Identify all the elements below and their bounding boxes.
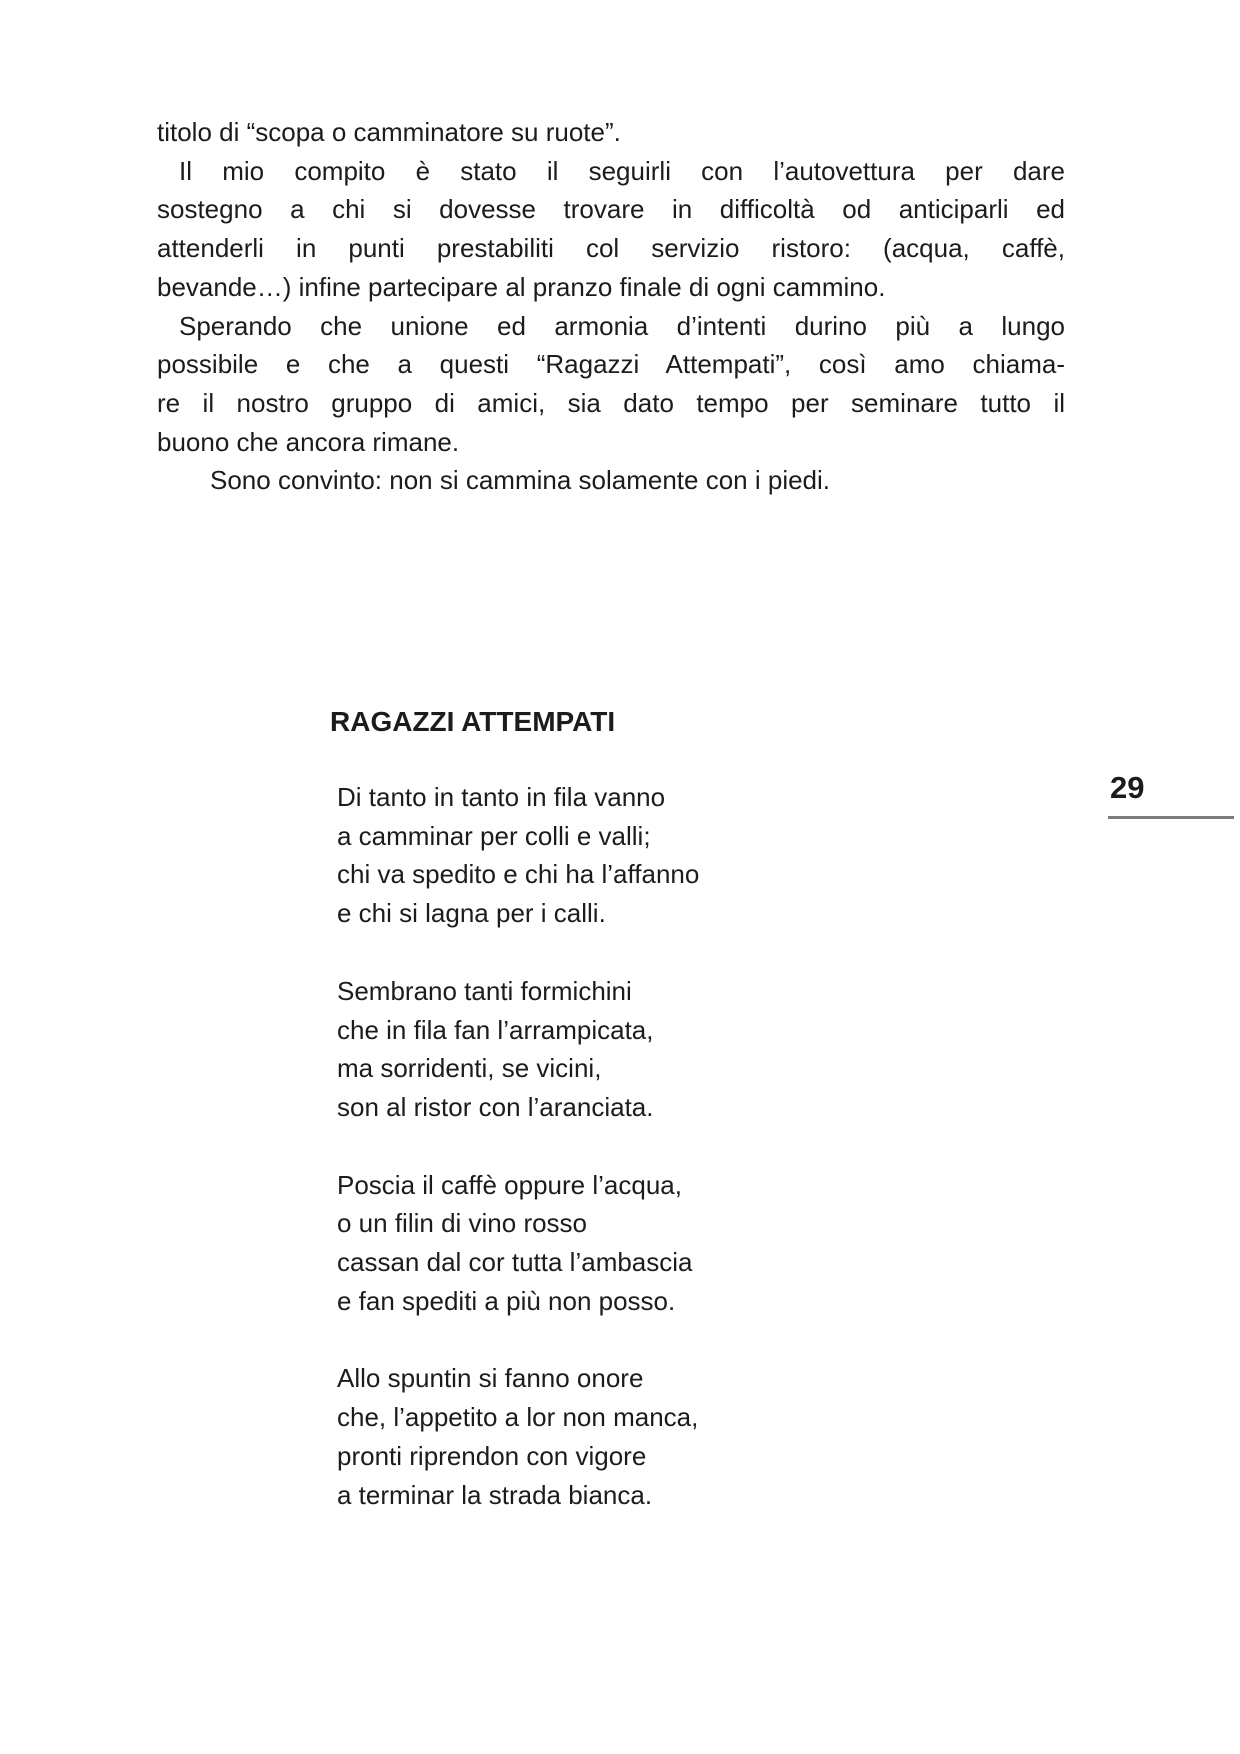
prose-block [157, 113, 1065, 500]
prose-line: Sperando che unione ed armonia d’intenti durino più a lungo [179, 310, 1065, 341]
poem-line: e fan spediti a più non posso. [337, 1285, 676, 1316]
poem-line: e chi si lagna per i calli. [337, 898, 606, 929]
prose-line: possibile e che a questi “Ragazzi Attempati”, così amo chiama- [157, 349, 1065, 380]
poem-line: Sembrano tanti formichini [337, 975, 632, 1006]
prose-line: re il nostro gruppo di amici, sia dato tempo per seminare tutto il [157, 387, 1065, 418]
prose-line: Sono convinto: non si cammina solamente con i piedi. [210, 465, 831, 496]
poem-stanza [337, 972, 699, 1127]
poem-line: Poscia il caffè oppure l’acqua, [337, 1169, 682, 1200]
poem-line: cassan dal cor tutta l’ambascia [337, 1247, 693, 1278]
poem-line: che in fila fan l’arrampicata, [337, 1014, 654, 1045]
poem-line: pronti riprendon con vigore [337, 1440, 647, 1471]
poem-line: che, l’appetito a lor non manca, [337, 1402, 699, 1433]
poem-line: ma sorridenti, se vicini, [337, 1053, 602, 1084]
prose-line: Il mio compito è stato il seguirli con l’autovettura per dare [179, 155, 1065, 186]
poem-line: son al ristor con l’aranciata. [337, 1091, 654, 1122]
page-number: 29 [1110, 770, 1145, 805]
poem-stanza [337, 778, 699, 933]
poem-block [337, 778, 699, 1553]
poem-title: RAGAZZI ATTEMPATI [330, 706, 616, 737]
poem-line: Di tanto in tanto in fila vanno [337, 782, 666, 812]
poem-line: a terminar la strada bianca. [337, 1479, 653, 1510]
prose-line: sostegno a chi si dovesse trovare in difficoltà od anticiparli ed [157, 194, 1065, 225]
prose-line: buono che ancora rimane. [157, 426, 460, 457]
poem-line: chi va spedito e chi ha l’affanno [337, 859, 700, 890]
page-number-rule [1108, 816, 1234, 819]
prose-line: titolo di “scopa o camminatore su ruote”. [157, 117, 621, 147]
poem-line: Allo spuntin si fanno onore [337, 1363, 644, 1394]
poem-line: a camminar per colli e valli; [337, 820, 651, 851]
poem-stanza [337, 1359, 699, 1514]
poem-line: o un filin di vino rosso [337, 1208, 588, 1239]
prose-line: attenderli in punti prestabiliti col servizio ristoro: (acqua, caffè, [157, 233, 1065, 264]
prose-line: bevande…) infine partecipare al pranzo finale di ogni cammino. [157, 271, 886, 302]
poem-stanza [337, 1166, 699, 1321]
